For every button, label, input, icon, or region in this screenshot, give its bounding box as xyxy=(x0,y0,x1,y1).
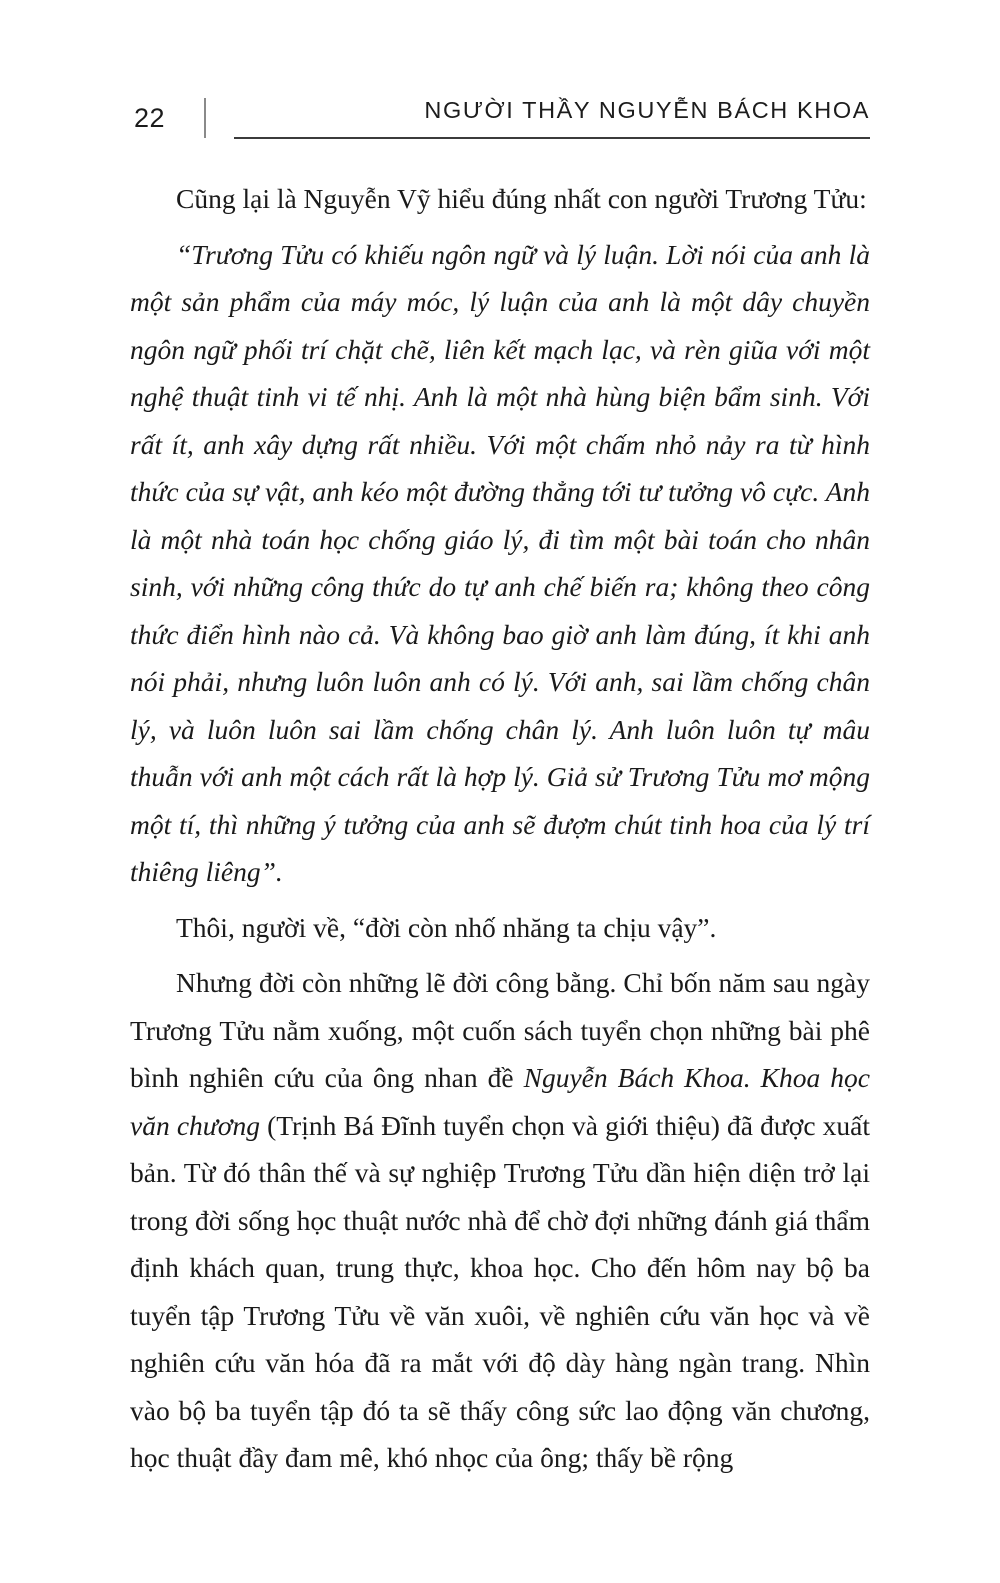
paragraph-intro: Cũng lại là Nguyễn Vỹ hiểu đúng nhất con người Trương Tửu: xyxy=(176,183,867,214)
header-divider-rule xyxy=(204,98,206,138)
paragraph-thoi: Thôi, người về, “đời còn nhố nhăng ta chịu vậy”. xyxy=(176,911,717,943)
running-head-underline xyxy=(234,137,870,139)
running-head-area xyxy=(234,95,870,141)
running-head-title: NGƯỜI THẦY NGUYỄN BÁCH KHOA xyxy=(424,97,870,123)
paragraph-final-part2: (Trịnh Bá Đĩnh tuyển chọn và giới thiệu) đã được xuất bản. Từ đó thân thế và sự nghiệp Trương Tửu dần hiện diện trở lại trong đời sống học thuật nước nhà để chờ đợi những đánh giá thẩm định khách quan, trung thực, khoa học. Cho đến hôm nay bộ ba tuyển tập Trương Tửu về văn xuôi, về nghiên cứu văn học và về nghiên cứu văn hóa đã ra mắt với độ dày hàng ngàn trang. Nhìn vào bộ ba tuyển tập đó ta sẽ thấy công sức lao động văn chương, học thuật đầy đam mê, khó nhọc của ông; thấy bề rộng xyxy=(130,1109,870,1473)
book-title-citation: Nguyễn Bách Khoa. Khoa học văn chương xyxy=(130,1062,870,1141)
paragraph-final xyxy=(130,959,870,1482)
quote-text: “Trương Tửu có khiếu ngôn ngữ và lý luận. Lời nói của anh là một sản phẩm của máy móc, lý luận của anh là một dây chuyền ngôn ngữ phối trí chặt chẽ, liên kết mạch lạc, và rèn giũa với một nghệ thuật tinh vi tế nhị. Anh là một nhà hùng biện bẩm sinh. Với rất ít, anh xây dựng rất nhiều. Với một chấm nhỏ nảy ra từ hình thức của sự vật, anh kéo một đường thẳng tới tư tưởng vô cực. Anh là một nhà toán học chống giáo lý, đi tìm một bài toán cho nhân sinh, với những công thức do tự anh chế biến ra; không theo công thức điển hình nào cả. Và không bao giờ anh làm đúng, ít khi anh nói phải, nhưng luôn luôn anh có lý. Với anh, sai lầm chống chân lý, và luôn luôn sai lầm chống chân lý. Anh luôn luôn tự mâu thuẫn với anh một cách rất là hợp lý. Giả sử Trương Tửu mơ mộng một tí, thì những ý tưởng của anh sẽ đượm chút tinh hoa của lý trí thiêng liêng”. xyxy=(130,238,870,887)
page-body xyxy=(130,175,870,1482)
running-header xyxy=(130,95,870,141)
spacer xyxy=(130,951,870,959)
page-number: 22 xyxy=(134,102,166,133)
block-quote xyxy=(130,231,870,896)
paragraph-final-part1: Nhưng đời còn những lẽ đời công bằng. Chỉ bốn năm sau ngày Trương Tửu nằm xuống, một cuốn sách tuyển chọn những bài phê bình nghiên cứu của ông nhan đề xyxy=(130,967,870,1093)
spacer xyxy=(130,896,870,904)
spacer xyxy=(130,223,870,231)
